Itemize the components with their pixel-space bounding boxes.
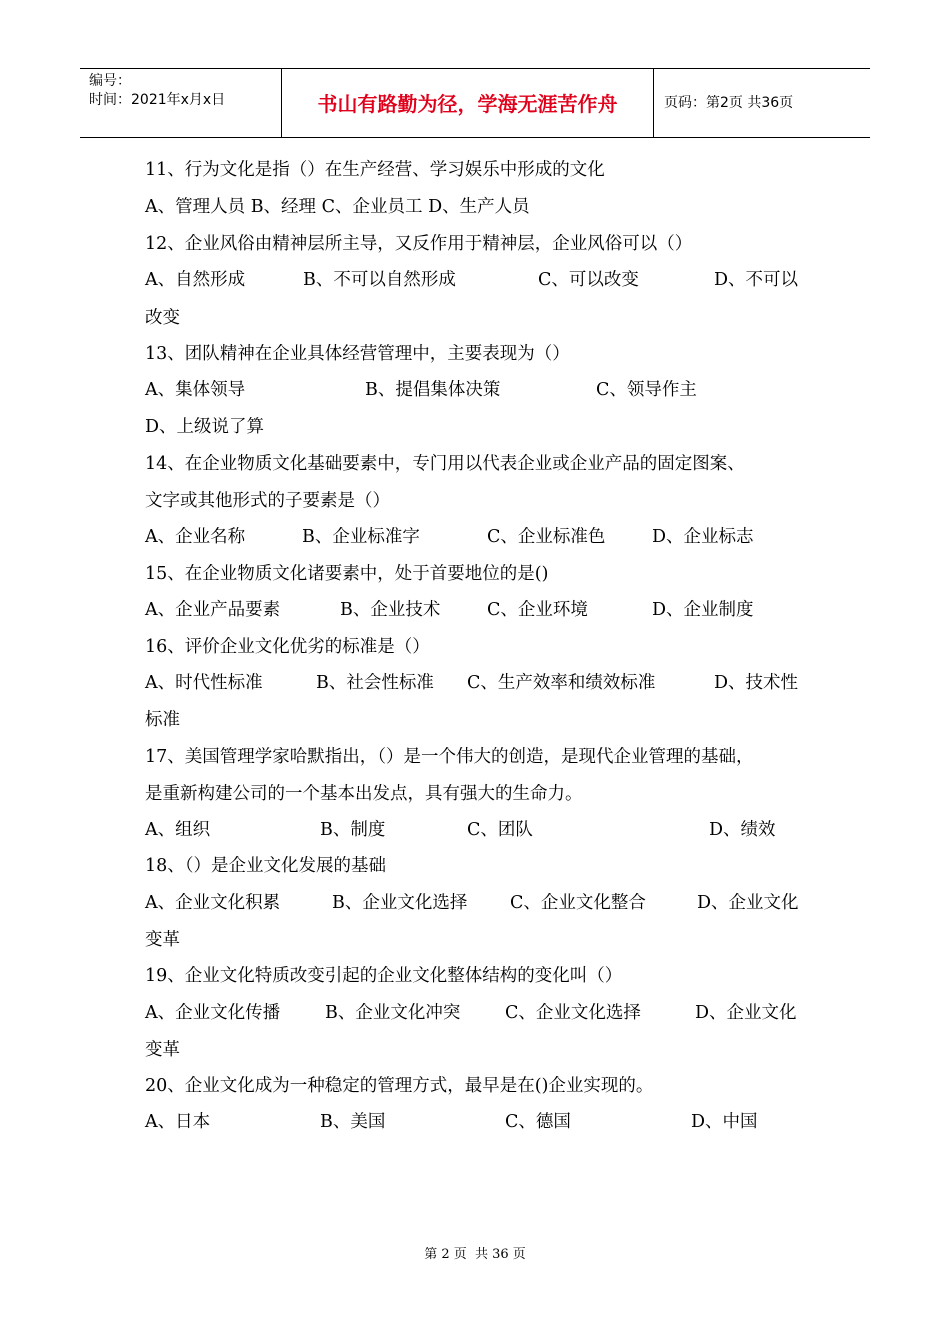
question-16-option-a: A、时代性标准 (145, 673, 263, 693)
question-17-option-a: A、组织 (145, 820, 211, 840)
question-11: 11、行为文化是指（）在生产经营、学习娱乐中形成的文化 (145, 160, 605, 180)
question-19-option-b: B、企业文化冲突 (325, 1003, 461, 1023)
question-16-option-d-cont: 标准 (145, 710, 180, 730)
question-17-option-b: B、制度 (320, 820, 386, 840)
question-13: 13、团队精神在企业具体经营管理中，主要表现为（） (145, 344, 570, 364)
question-12: 12、企业风俗由精神层所主导，又反作用于精神层，企业风俗可以（） (145, 234, 693, 254)
header-page-info: 页码：第2页 共36页 (664, 95, 794, 111)
document-number-label: 编号： (89, 73, 131, 89)
question-15-option-d: D、企业制度 (652, 600, 754, 620)
question-15-option-c: C、企业环境 (487, 600, 588, 620)
question-13-option-d: D、上级说了算 (145, 417, 265, 437)
question-12-option-d: D、不可以 (714, 270, 799, 290)
question-19-option-d-cont: 变革 (145, 1040, 180, 1060)
question-20-option-b: B、美国 (320, 1112, 386, 1132)
question-18-option-d: D、企业文化 (697, 893, 799, 913)
question-12-option-d-cont: 改变 (145, 308, 180, 328)
page-footer: 第 2 页 共 36 页 (424, 1247, 526, 1262)
question-19: 19、企业文化特质改变引起的企业文化整体结构的变化叫（） (145, 966, 623, 986)
question-18: 18、（）是企业文化发展的基础 (145, 856, 387, 876)
question-13-option-a: A、集体领导 (145, 380, 246, 400)
question-13-option-c: C、领导作主 (596, 380, 697, 400)
question-20-option-d: D、中国 (691, 1112, 758, 1132)
question-17-option-c: C、团队 (467, 820, 533, 840)
question-16-option-d: D、技术性 (714, 673, 799, 693)
question-14-option-c: C、企业标准色 (487, 527, 606, 547)
question-18-option-d-cont: 变革 (145, 930, 180, 950)
question-20: 20、企业文化成为一种稳定的管理方式，最早是在()企业实现的。 (145, 1076, 654, 1096)
question-11-options: A、管理人员 B、经理 C、企业员工 D、生产人员 (145, 197, 530, 217)
question-14-option-d: D、企业标志 (652, 527, 754, 547)
question-18-option-c: C、企业文化整合 (510, 893, 646, 913)
header-motto: 书山有路勤为径，学海无涯苦作舟 (317, 92, 618, 116)
header-right-cell (654, 69, 870, 137)
question-18-option-a: A、企业文化积累 (145, 893, 281, 913)
question-15-option-a: A、企业产品要素 (145, 600, 281, 620)
question-16-option-b: B、社会性标准 (316, 673, 434, 693)
page-header (80, 68, 870, 138)
question-16: 16、评价企业文化优劣的标准是（） (145, 637, 430, 657)
question-12-option-c: C、可以改变 (538, 270, 639, 290)
question-14-cont: 文字或其他形式的子要素是（） (145, 491, 390, 511)
document-time-label: 时间：2021年x月x日 (89, 92, 226, 108)
question-14: 14、在企业物质文化基础要素中，专门用以代表企业或企业产品的固定图案、 (145, 454, 745, 474)
question-17-option-d: D、绩效 (709, 820, 776, 840)
question-15-option-b: B、企业技术 (340, 600, 441, 620)
question-17: 17、美国管理学家哈默指出，（）是一个伟大的创造，是现代企业管理的基础， (145, 747, 754, 767)
question-12-option-a: A、自然形成 (145, 270, 246, 290)
question-12-option-b: B、不可以自然形成 (303, 270, 456, 290)
question-20-option-c: C、德国 (505, 1112, 571, 1132)
header-center-cell (282, 69, 654, 137)
question-20-option-a: A、日本 (145, 1112, 211, 1132)
question-14-option-a: A、企业名称 (145, 527, 246, 547)
question-19-option-d: D、企业文化 (695, 1003, 797, 1023)
question-16-option-c: C、生产效率和绩效标准 (467, 673, 656, 693)
header-left-cell (80, 69, 282, 137)
question-14-option-b: B、企业标准字 (302, 527, 420, 547)
question-13-option-b: B、提倡集体决策 (365, 380, 501, 400)
question-18-option-b: B、企业文化选择 (332, 893, 468, 913)
question-19-option-c: C、企业文化选择 (505, 1003, 641, 1023)
question-15: 15、在企业物质文化诸要素中，处于首要地位的是() (145, 564, 549, 584)
question-19-option-a: A、企业文化传播 (145, 1003, 281, 1023)
question-17-cont: 是重新构建公司的一个基本出发点，具有强大的生命力。 (145, 784, 583, 804)
